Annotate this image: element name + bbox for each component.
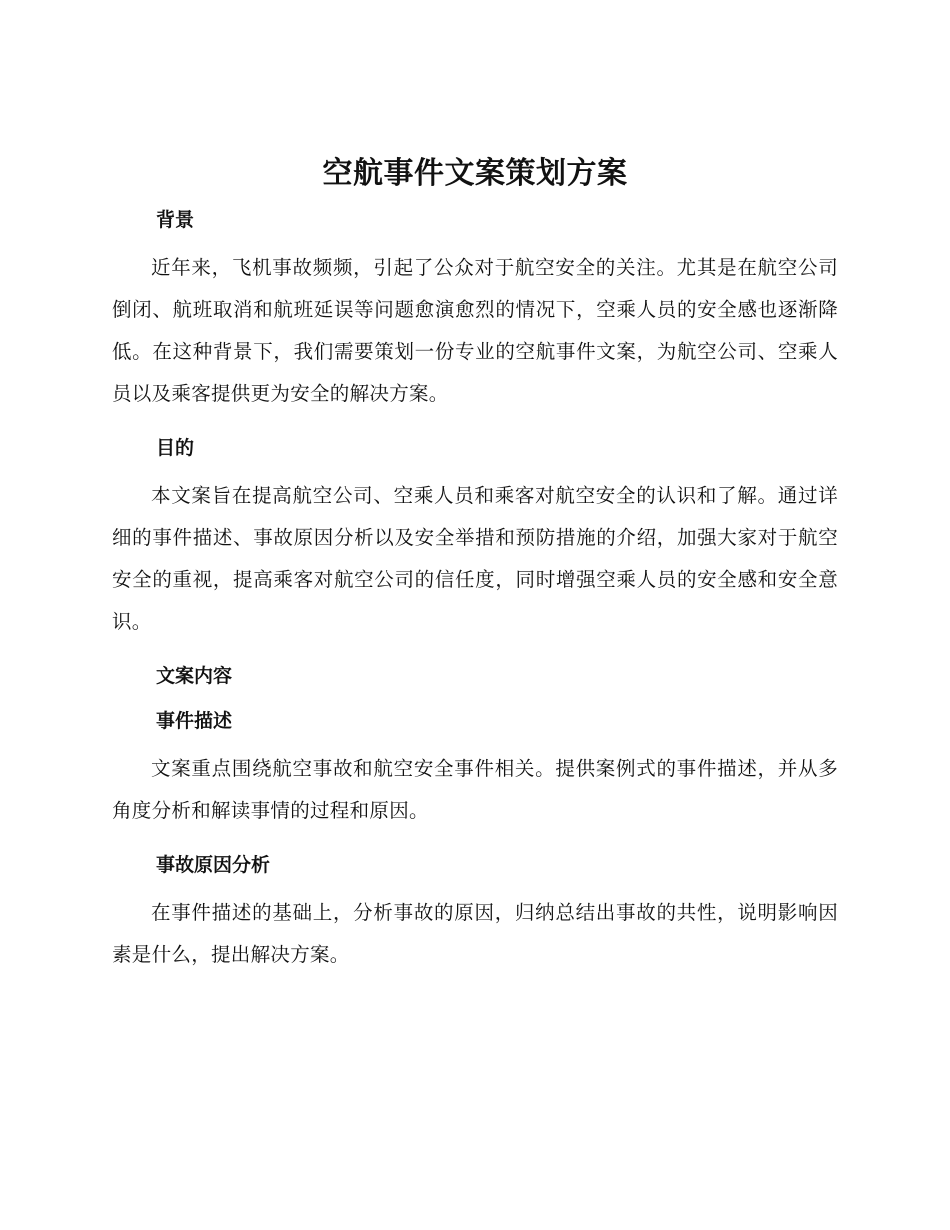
section-heading-event-description: 事件描述: [156, 710, 233, 732]
section-heading-cause-analysis: 事故原因分析: [156, 854, 271, 876]
section-heading-background: 背景: [156, 209, 195, 231]
document-title: 空航事件文案策划方案: [322, 156, 628, 191]
paragraph-purpose: 本文案旨在提高航空公司、空乘人员和乘客对航空安全的认识和了解。通过详细的事件描述、事故原因分析以及安全举措和预防措施的介绍，加强大家对于航空安全的重视，提高乘客对航空公司的信任度，同时增强空乘人员的安全感和安全意识。: [112, 484, 838, 633]
section-heading-content: 文案内容: [156, 665, 233, 687]
section-heading-purpose: 目的: [156, 437, 195, 459]
paragraph-event-description: 文案重点围绕航空事故和航空安全事件相关。提供案例式的事件描述，并从多角度分析和解读事情的过程和原因。: [112, 757, 838, 822]
paragraph-background: 近年来，飞机事故频频，引起了公众对于航空安全的关注。尤其是在航空公司倒闭、航班取消和航班延误等问题愈演愈烈的情况下，空乘人员的安全感也逐渐降低。在这种背景下，我们需要策划一份专业的空航事件文案，为航空公司、空乘人员以及乘客提供更为安全的解决方案。: [112, 256, 838, 405]
paragraph-cause-analysis: 在事件描述的基础上，分析事故的原因，归纳总结出事故的共性，说明影响因素是什么，提出解决方案。: [112, 901, 838, 966]
